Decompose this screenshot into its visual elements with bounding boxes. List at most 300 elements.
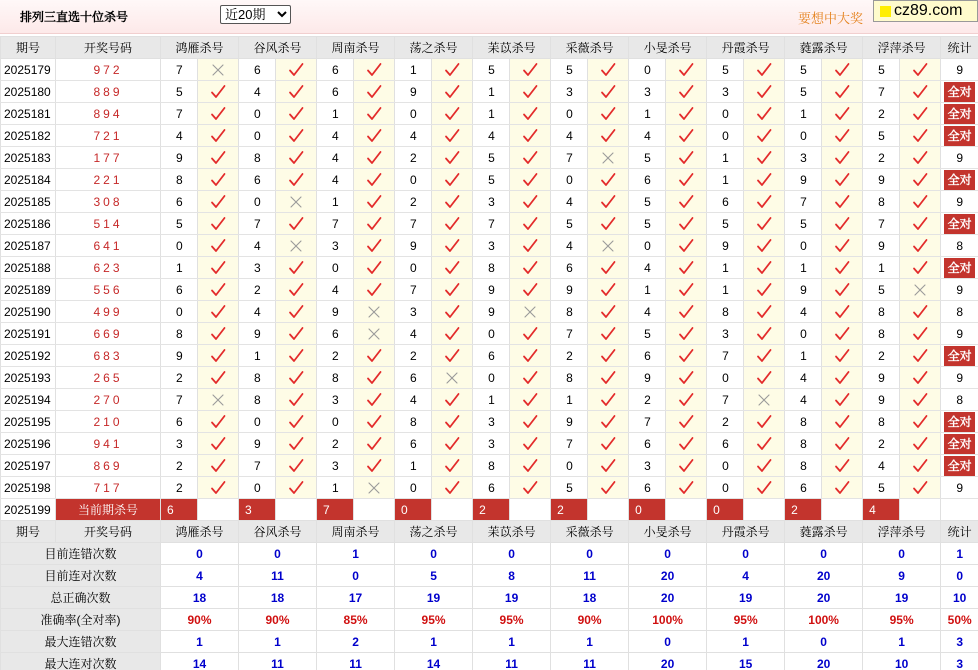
check-icon — [444, 414, 460, 430]
kill-number-cell: 6 — [317, 323, 354, 345]
check-icon — [600, 414, 616, 430]
stat-value: 0 — [707, 543, 785, 565]
total-cell: 8 — [941, 301, 978, 323]
check-icon — [210, 216, 226, 232]
site-badge[interactable] — [873, 0, 978, 22]
check-icon — [756, 106, 772, 122]
check-icon — [444, 260, 460, 276]
result-cell — [198, 477, 239, 499]
check-icon — [834, 370, 850, 386]
col-header-killer[interactable]: 鸿雁杀号 — [161, 37, 239, 59]
current-kill-value: 2 — [785, 499, 822, 521]
kill-number-cell: 0 — [239, 477, 276, 499]
result-cell — [588, 279, 629, 301]
stat-value: 11 — [239, 653, 317, 670]
table-row — [1, 125, 978, 147]
kill-number-cell: 6 — [785, 477, 822, 499]
kill-number-cell: 9 — [317, 301, 354, 323]
kill-number-cell: 2 — [629, 389, 666, 411]
check-icon — [366, 282, 382, 298]
result-cell — [198, 213, 239, 235]
stat-value: 9 — [863, 565, 941, 587]
result-cell — [588, 103, 629, 125]
kill-number-cell: 0 — [707, 477, 744, 499]
all-correct-badge: 全对 — [944, 456, 975, 476]
all-correct-badge: 全对 — [944, 434, 975, 454]
table-row — [1, 279, 978, 301]
check-icon — [366, 150, 382, 166]
kill-number-cell: 3 — [473, 191, 510, 213]
stat-value: 100% — [785, 609, 863, 631]
stat-value: 0 — [317, 565, 395, 587]
total-cell — [941, 345, 978, 367]
check-icon — [600, 172, 616, 188]
total-cell — [941, 433, 978, 455]
result-cell — [744, 411, 785, 433]
result-cell — [432, 81, 473, 103]
kill-number-cell: 9 — [161, 345, 198, 367]
check-icon — [210, 414, 226, 430]
cross-icon — [288, 194, 304, 210]
kill-number-cell: 4 — [785, 389, 822, 411]
kill-number-cell: 7 — [395, 213, 432, 235]
kill-number-cell: 9 — [785, 279, 822, 301]
kill-number-cell: 8 — [863, 301, 900, 323]
stat-value: 11 — [551, 653, 629, 670]
total-cell: 8 — [941, 389, 978, 411]
stat-value: 19 — [395, 587, 473, 609]
result-cell — [198, 279, 239, 301]
result-cell — [198, 103, 239, 125]
draw-number-cell: 941 — [56, 433, 161, 455]
kill-number-cell: 2 — [317, 433, 354, 455]
result-cell — [432, 257, 473, 279]
result-cell — [510, 477, 551, 499]
kill-number-cell: 4 — [551, 125, 588, 147]
kill-number-cell: 5 — [551, 477, 588, 499]
col-header-killer[interactable]: 小旻杀号 — [629, 521, 707, 543]
result-cell — [744, 59, 785, 81]
result-cell — [666, 367, 707, 389]
stat-value: 1 — [317, 543, 395, 565]
kill-number-cell: 1 — [863, 257, 900, 279]
draw-number-cell: 869 — [56, 455, 161, 477]
check-icon — [444, 480, 460, 496]
kill-number-cell: 0 — [395, 103, 432, 125]
stat-value: 11 — [551, 565, 629, 587]
kill-number-cell: 1 — [317, 191, 354, 213]
kill-number-cell: 4 — [161, 125, 198, 147]
result-cell — [822, 433, 863, 455]
stat-value: 2 — [317, 631, 395, 653]
check-icon — [522, 128, 538, 144]
result-cell — [588, 323, 629, 345]
kill-number-cell: 1 — [785, 257, 822, 279]
kill-number-cell: 3 — [317, 235, 354, 257]
result-cell — [198, 59, 239, 81]
table-row — [1, 169, 978, 191]
check-icon — [912, 458, 928, 474]
kill-number-cell: 3 — [551, 81, 588, 103]
col-header-killer[interactable]: 浮萍杀号 — [863, 521, 941, 543]
result-cell — [354, 191, 395, 213]
kill-number-cell: 8 — [785, 411, 822, 433]
kill-number-cell: 3 — [395, 301, 432, 323]
check-icon — [756, 436, 772, 452]
period-cell: 2025185 — [1, 191, 56, 213]
kill-number-cell: 6 — [707, 433, 744, 455]
period-cell: 2025187 — [1, 235, 56, 257]
cross-icon — [912, 282, 928, 298]
result-cell — [432, 367, 473, 389]
stat-label: 目前连对次数 — [1, 565, 161, 587]
stat-value: 0 — [863, 543, 941, 565]
check-icon — [210, 106, 226, 122]
kill-number-cell: 7 — [161, 59, 198, 81]
check-icon — [210, 260, 226, 276]
col-header-killer[interactable]: 蕤露杀号 — [785, 521, 863, 543]
kill-number-cell: 0 — [395, 477, 432, 499]
kill-number-cell: 5 — [863, 59, 900, 81]
result-cell — [822, 59, 863, 81]
result-cell — [744, 103, 785, 125]
result-cell — [354, 477, 395, 499]
kill-number-cell: 7 — [161, 103, 198, 125]
cross-icon — [366, 480, 382, 496]
kill-number-cell: 3 — [473, 411, 510, 433]
result-cell — [432, 433, 473, 455]
result-cell — [588, 433, 629, 455]
draw-number-cell: 889 — [56, 81, 161, 103]
kill-number-cell: 0 — [551, 455, 588, 477]
check-icon — [834, 414, 850, 430]
kill-number-cell: 6 — [317, 81, 354, 103]
result-cell — [900, 257, 941, 279]
check-icon — [912, 238, 928, 254]
total-cell — [941, 81, 978, 103]
current-kill-value: 3 — [239, 499, 276, 521]
result-cell — [510, 411, 551, 433]
stat-row — [1, 565, 978, 587]
col-header-draw: 开奖号码 — [56, 521, 161, 543]
col-header-killer[interactable]: 浮萍杀号 — [863, 37, 941, 59]
col-header-killer[interactable]: 丹霞杀号 — [707, 521, 785, 543]
stat-value: 19 — [707, 587, 785, 609]
stat-value: 95% — [473, 609, 551, 631]
check-icon — [756, 194, 772, 210]
check-icon — [756, 370, 772, 386]
check-icon — [756, 348, 772, 364]
check-icon — [522, 172, 538, 188]
stat-value: 4 — [707, 565, 785, 587]
result-cell — [432, 213, 473, 235]
cross-icon — [366, 326, 382, 342]
kill-number-cell: 6 — [473, 345, 510, 367]
result-cell — [198, 257, 239, 279]
kill-number-cell: 7 — [473, 213, 510, 235]
check-icon — [912, 84, 928, 100]
check-icon — [834, 238, 850, 254]
check-icon — [522, 348, 538, 364]
check-icon — [756, 216, 772, 232]
kill-number-cell: 8 — [473, 455, 510, 477]
result-cell — [432, 125, 473, 147]
kill-number-cell: 3 — [473, 235, 510, 257]
period-select[interactable] — [220, 5, 291, 24]
check-icon — [366, 216, 382, 232]
result-cell — [744, 257, 785, 279]
check-icon — [366, 414, 382, 430]
result-cell — [900, 191, 941, 213]
kill-number-table — [0, 36, 978, 670]
stat-value: 4 — [161, 565, 239, 587]
col-header-killer[interactable]: 周南杀号 — [317, 521, 395, 543]
stat-value: 17 — [317, 587, 395, 609]
check-icon — [522, 150, 538, 166]
kill-number-cell: 8 — [863, 323, 900, 345]
check-icon — [678, 392, 694, 408]
check-icon — [834, 304, 850, 320]
current-kill-value: 6 — [161, 499, 198, 521]
col-header-killer[interactable]: 苿苡杀号 — [473, 37, 551, 59]
check-icon — [444, 326, 460, 342]
check-icon — [600, 106, 616, 122]
result-cell — [198, 147, 239, 169]
kill-number-cell: 4 — [629, 301, 666, 323]
draw-number-cell: 669 — [56, 323, 161, 345]
check-icon — [834, 128, 850, 144]
draw-number-cell: 717 — [56, 477, 161, 499]
kill-number-cell: 4 — [317, 169, 354, 191]
cross-icon — [522, 304, 538, 320]
period-cell: 2025188 — [1, 257, 56, 279]
kill-number-cell: 5 — [629, 147, 666, 169]
check-icon — [444, 172, 460, 188]
stat-value: 0 — [473, 543, 551, 565]
check-icon — [288, 260, 304, 276]
kill-number-cell: 4 — [629, 125, 666, 147]
col-header-killer[interactable]: 蕤露杀号 — [785, 37, 863, 59]
check-icon — [834, 194, 850, 210]
period-cell: 2025197 — [1, 455, 56, 477]
promo-link[interactable]: 要想中大奖 — [798, 11, 864, 26]
stat-value: 19 — [473, 587, 551, 609]
result-cell — [822, 169, 863, 191]
stat-value: 0 — [551, 543, 629, 565]
result-cell — [510, 169, 551, 191]
period-cell: 2025191 — [1, 323, 56, 345]
kill-number-cell: 3 — [317, 389, 354, 411]
check-icon — [600, 304, 616, 320]
col-header-killer[interactable]: 周南杀号 — [317, 37, 395, 59]
result-cell — [744, 125, 785, 147]
check-icon — [210, 436, 226, 452]
result-cell — [276, 125, 317, 147]
result-cell — [276, 147, 317, 169]
check-icon — [834, 216, 850, 232]
kill-number-cell: 7 — [161, 389, 198, 411]
check-icon — [366, 458, 382, 474]
stat-label: 目前连错次数 — [1, 543, 161, 565]
total-cell: 9 — [941, 279, 978, 301]
check-icon — [522, 392, 538, 408]
check-icon — [288, 480, 304, 496]
kill-number-cell: 4 — [317, 147, 354, 169]
check-icon — [600, 194, 616, 210]
result-cell — [432, 147, 473, 169]
result-cell — [354, 455, 395, 477]
total-cell — [941, 411, 978, 433]
kill-number-cell: 1 — [395, 455, 432, 477]
top-bar — [0, 0, 978, 34]
period-cell: 2025181 — [1, 103, 56, 125]
stat-value: 18 — [161, 587, 239, 609]
stat-row — [1, 587, 978, 609]
summary-header-row — [1, 521, 978, 543]
result-cell — [198, 235, 239, 257]
kill-number-cell: 9 — [395, 81, 432, 103]
result-cell — [432, 169, 473, 191]
kill-number-cell: 6 — [239, 169, 276, 191]
result-cell — [588, 455, 629, 477]
result-cell — [666, 323, 707, 345]
kill-number-cell: 8 — [161, 169, 198, 191]
kill-number-cell: 9 — [707, 235, 744, 257]
result-cell — [198, 81, 239, 103]
kill-number-cell: 0 — [317, 257, 354, 279]
result-cell — [822, 125, 863, 147]
stat-label: 总正确次数 — [1, 587, 161, 609]
result-cell — [354, 389, 395, 411]
kill-number-cell: 8 — [161, 323, 198, 345]
result-cell — [900, 125, 941, 147]
result-cell — [666, 279, 707, 301]
current-empty-cell — [354, 499, 395, 521]
table-row — [1, 433, 978, 455]
current-empty-cell — [900, 499, 941, 521]
kill-number-cell: 7 — [551, 323, 588, 345]
kill-number-cell: 7 — [551, 147, 588, 169]
col-header-killer[interactable]: 荡之杀号 — [395, 37, 473, 59]
result-cell — [432, 301, 473, 323]
kill-number-cell: 3 — [161, 433, 198, 455]
stat-value: 20 — [785, 565, 863, 587]
kill-number-cell: 8 — [395, 411, 432, 433]
draw-number-cell: 641 — [56, 235, 161, 257]
check-icon — [288, 128, 304, 144]
stat-value: 90% — [239, 609, 317, 631]
kill-number-cell: 7 — [707, 345, 744, 367]
page-title: 排列三直选十位杀号 — [20, 10, 129, 24]
check-icon — [678, 326, 694, 342]
result-cell — [822, 455, 863, 477]
stat-value: 1 — [239, 631, 317, 653]
total-cell: 9 — [941, 147, 978, 169]
col-header-killer[interactable]: 采薇杀号 — [551, 521, 629, 543]
check-icon — [522, 436, 538, 452]
result-cell — [666, 147, 707, 169]
all-correct-badge: 全对 — [944, 126, 975, 146]
kill-number-cell: 6 — [239, 59, 276, 81]
check-icon — [912, 414, 928, 430]
result-cell — [744, 81, 785, 103]
check-icon — [678, 348, 694, 364]
kill-number-cell: 1 — [239, 345, 276, 367]
check-icon — [366, 128, 382, 144]
stat-value: 11 — [317, 653, 395, 670]
result-cell — [276, 235, 317, 257]
check-icon — [366, 260, 382, 276]
result-cell — [276, 59, 317, 81]
check-icon — [210, 348, 226, 364]
current-empty-cell — [822, 499, 863, 521]
col-header-killer[interactable]: 谷风杀号 — [239, 521, 317, 543]
current-empty-cell — [276, 499, 317, 521]
col-header-killer[interactable]: 鸿雁杀号 — [161, 521, 239, 543]
check-icon — [444, 392, 460, 408]
result-cell — [666, 103, 707, 125]
kill-number-cell: 7 — [785, 191, 822, 213]
kill-number-cell: 0 — [395, 169, 432, 191]
check-icon — [366, 84, 382, 100]
col-header-killer[interactable]: 丹霞杀号 — [707, 37, 785, 59]
stat-value: 0 — [239, 543, 317, 565]
period-cell: 2025183 — [1, 147, 56, 169]
check-icon — [912, 348, 928, 364]
check-icon — [912, 304, 928, 320]
check-icon — [444, 304, 460, 320]
result-cell — [198, 301, 239, 323]
kill-number-cell: 2 — [161, 477, 198, 499]
result-cell — [510, 345, 551, 367]
kill-number-cell: 6 — [629, 345, 666, 367]
stat-value: 95% — [395, 609, 473, 631]
current-kill-value: 0 — [395, 499, 432, 521]
result-cell — [666, 433, 707, 455]
result-cell — [510, 257, 551, 279]
check-icon — [834, 282, 850, 298]
check-icon — [678, 150, 694, 166]
result-cell — [510, 455, 551, 477]
current-empty-cell — [666, 499, 707, 521]
kill-number-cell: 0 — [161, 301, 198, 323]
col-header-killer[interactable]: 小旻杀号 — [629, 37, 707, 59]
table-row — [1, 345, 978, 367]
kill-number-cell: 5 — [785, 213, 822, 235]
result-cell — [666, 169, 707, 191]
result-cell — [822, 389, 863, 411]
kill-number-cell: 9 — [239, 323, 276, 345]
kill-number-cell: 5 — [473, 59, 510, 81]
stat-value: 85% — [317, 609, 395, 631]
result-cell — [588, 213, 629, 235]
col-header-killer[interactable]: 荡之杀号 — [395, 521, 473, 543]
table-row — [1, 301, 978, 323]
check-icon — [912, 370, 928, 386]
col-header-killer[interactable]: 谷风杀号 — [239, 37, 317, 59]
period-cell: 2025194 — [1, 389, 56, 411]
check-icon — [600, 62, 616, 78]
check-icon — [756, 414, 772, 430]
stat-value: 1 — [161, 631, 239, 653]
check-icon — [288, 414, 304, 430]
check-icon — [834, 106, 850, 122]
kill-number-cell: 1 — [707, 257, 744, 279]
period-cell: 2025195 — [1, 411, 56, 433]
col-header-killer[interactable]: 采薇杀号 — [551, 37, 629, 59]
result-cell — [588, 125, 629, 147]
col-header-killer[interactable]: 苿苡杀号 — [473, 521, 551, 543]
